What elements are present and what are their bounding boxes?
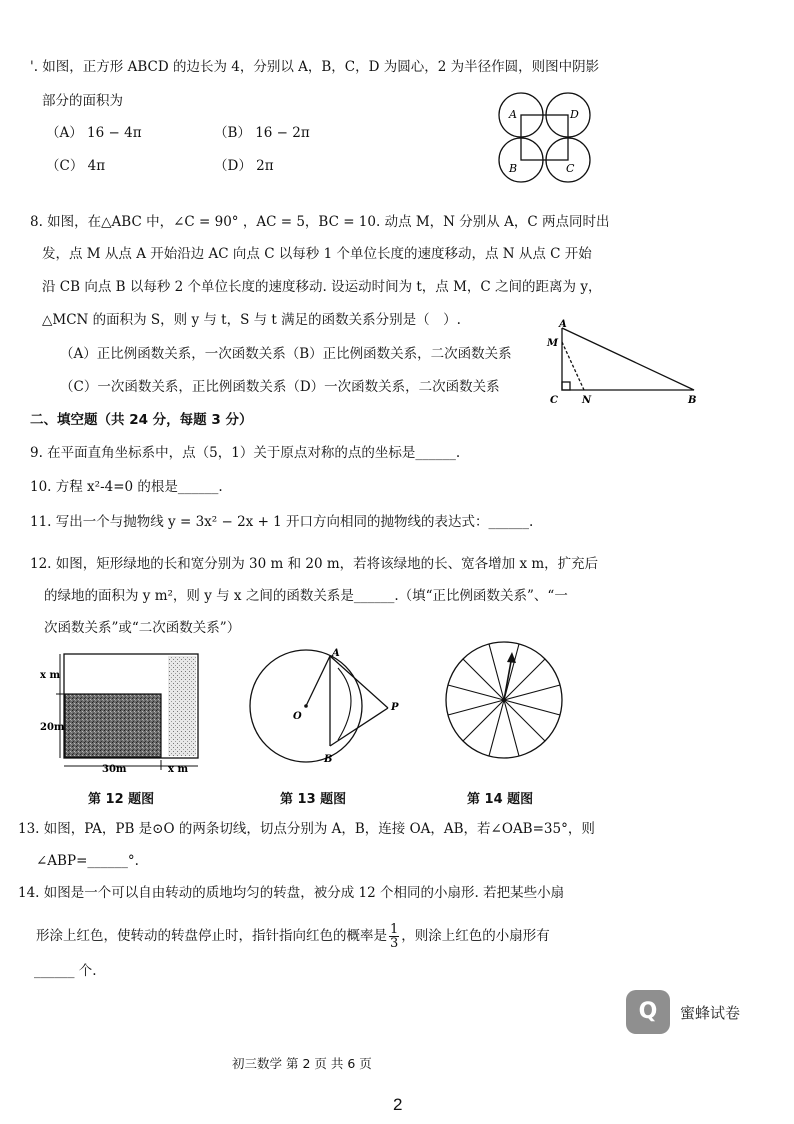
q14-fraction: [389, 923, 399, 950]
fig13-caption: 第 13 题图: [280, 792, 347, 807]
q7-label-c: C: [566, 162, 575, 175]
q13-label-p: P: [391, 702, 399, 713]
q7-label-b: B: [509, 162, 518, 175]
q14-line2-end: ，则涂上红色的小扇形有: [401, 928, 550, 944]
q7-option-b: （B） 16 − 2π: [214, 125, 310, 141]
spinner-spoke: [448, 700, 504, 715]
brand-logo: [626, 990, 670, 1034]
q8-label-n: N: [582, 395, 592, 406]
page-number: 2: [393, 1095, 403, 1114]
q8-label-m: M: [547, 338, 559, 349]
spinner-spoke: [504, 700, 519, 756]
spinner-spoke: [448, 685, 504, 700]
q14-line2-start: 形涂上红色，使转动的转盘停止时，指针指向红色的概率是: [36, 928, 387, 944]
q12-label-x-bottom: x m: [168, 764, 189, 775]
q8-label-b: B: [688, 395, 697, 406]
q14-fraction-denominator: 3: [390, 936, 399, 951]
q7-label-d: D: [570, 108, 579, 121]
q9: 9. 在平面直角坐标系中，点（5，1）关于原点对称的点的坐标是______.: [30, 445, 461, 461]
q12-line3: 次函数关系”或“二次函数关系”）: [44, 620, 241, 636]
q12-label-30m: 30m: [102, 764, 127, 775]
q7-four-circles-figure: [496, 90, 596, 186]
q14-line3: ______ 个.: [34, 963, 97, 979]
q13-circle-tangent-figure: [248, 648, 408, 766]
spinner-spoke: [463, 659, 504, 700]
q13-label-b: B: [324, 754, 333, 765]
q8-label-a: A: [559, 319, 567, 330]
q13-line1: 13. 如图，PA，PB 是⊙O 的两条切线，切点分别为 A，B，连接 OA，AB，若∠OAB=35°，则: [18, 821, 595, 837]
q11: 11. 写出一个与抛物线 y = 3x² − 2x + 1 开口方向相同的抛物线的表达式：______.: [30, 514, 534, 530]
q12-label-x-top: x m: [40, 670, 61, 681]
q10: 10. 方程 x²-4=0 的根是______.: [30, 479, 223, 495]
q8-line2: 发，点 M 从点 A 开始沿边 AC 向点 C 以每秒 1 个单位长度的速度移动，点 N 从点 C 开始: [42, 246, 592, 262]
q12-line2: 的绿地的面积为 y m²，则 y 与 x 之间的函数关系是______.（填“正比例函数关系”、“一: [44, 588, 568, 604]
q8-line4: △MCN 的面积为 S，则 y 与 t，S 与 t 满足的函数关系分别是（ ）.: [42, 312, 461, 328]
fig14-caption: 第 14 题图: [467, 792, 534, 807]
spinner-spoke: [504, 700, 545, 741]
fig12-caption: 第 12 题图: [88, 792, 155, 807]
q14-line2: [36, 921, 550, 951]
q12-line1: 12. 如图，矩形绿地的长和宽分别为 30 m 和 20 m，若将该绿地的长、宽各增加 x m，扩充后: [30, 556, 599, 572]
q-logo-icon: Q: [638, 999, 658, 1024]
page-footer: 初三数学 第 2 页 共 6 页: [232, 1056, 372, 1071]
q12-label-20m: 20m: [40, 722, 65, 733]
q8-right-triangle-figure: [544, 318, 704, 408]
q8-line3: 沿 CB 向点 B 以每秒 2 个单位长度的速度移动. 设运动时间为 t，点 M，C 之间的距离为 y，: [42, 279, 602, 295]
q8-label-c: C: [550, 395, 558, 406]
q8-options-ab: （A）正比例函数关系，一次函数关系（B）正比例函数关系，二次函数关系: [60, 346, 512, 362]
q8-options-cd: （C）一次函数关系，正比例函数关系（D）一次函数关系，二次函数关系: [60, 379, 500, 395]
brand-name: 蜜蜂试卷: [680, 1004, 741, 1022]
q13-line2: ∠ABP=______°.: [36, 853, 139, 869]
spinner-spoke: [489, 700, 504, 756]
section-title: 二、填空题（共 24 分，每题 3 分）: [30, 412, 253, 428]
q7-line1: '. 如图，正方形 ABCD 的边长为 4，分别以 A，B，C，D 为圆心，2 为半径作圆，则图中阴影: [30, 59, 600, 75]
spinner-spoke: [463, 700, 504, 741]
q7-label-a: A: [509, 108, 517, 121]
q13-label-o: O: [293, 711, 302, 722]
q14-line1: 14. 如图是一个可以自由转动的质地均匀的转盘，被分成 12 个相同的小扇形. 若把某些小扇: [18, 885, 565, 901]
q13-label-a: A: [332, 648, 340, 659]
q14-fraction-numerator: 1: [390, 922, 399, 937]
q14-spinner-figure: [442, 638, 566, 762]
q8-line1: 8. 如图，在△ABC 中，∠C = 90° ，AC = 5，BC = 10. 动点 M，N 分别从 A，C 两点同时出: [30, 214, 610, 230]
q12-rectangle-figure: [40, 650, 205, 776]
q7-option-a: （A） 16 − 4π: [46, 125, 142, 141]
q7-option-d: （D） 2π: [214, 158, 274, 174]
q7-line2: 部分的面积为: [42, 93, 123, 109]
q7-option-c: （C） 4π: [46, 158, 106, 174]
spinner-spoke: [504, 700, 560, 715]
spinner-spoke: [489, 644, 504, 700]
spinner-spoke: [504, 685, 560, 700]
